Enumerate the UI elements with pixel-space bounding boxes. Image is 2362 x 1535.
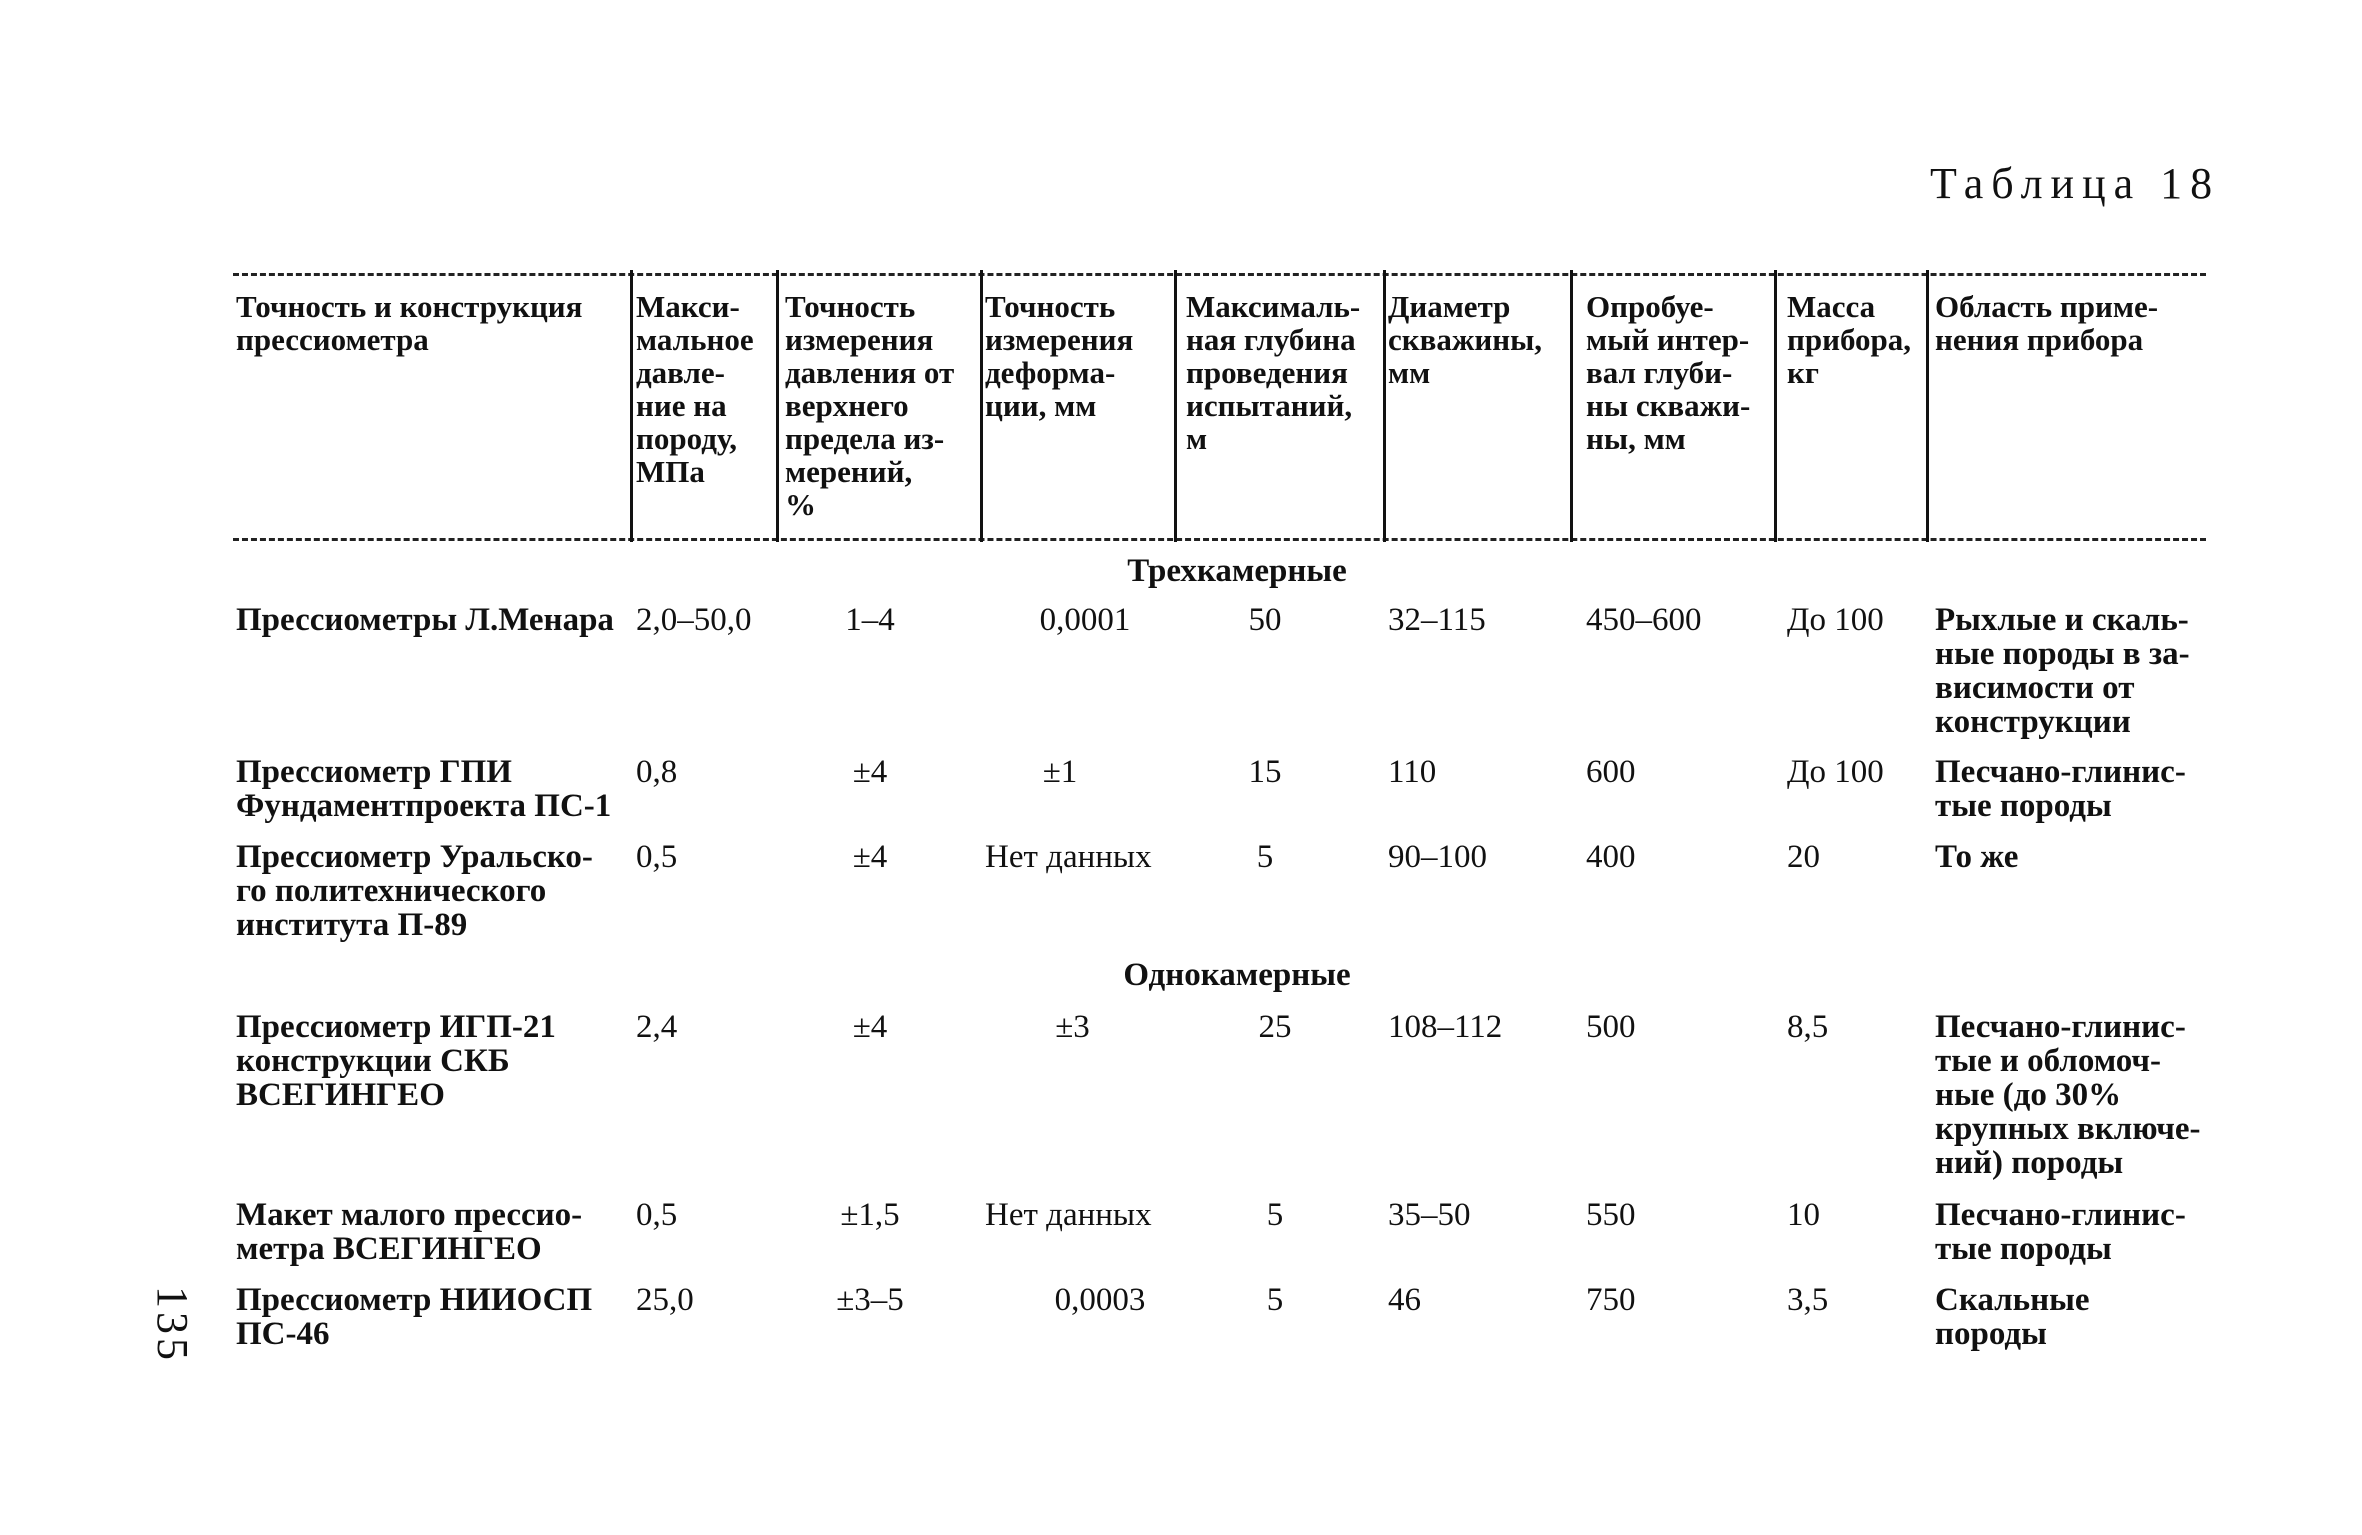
- section-title-single-chamber: Однокамерные: [1123, 957, 1351, 993]
- table-cell-pressure-accuracy: 1–4: [845, 602, 895, 638]
- table-cell-diameter: 90–100: [1388, 839, 1487, 875]
- header-borehole-diameter: Диаметр скважины, мм: [1388, 289, 1543, 390]
- table-cell-max-depth: 5: [1266, 1197, 1284, 1233]
- table-cell-deformation-accuracy: 0,0001: [1039, 602, 1131, 638]
- header-pressure-accuracy: Точность измерения давления от верхнего предела из- мерений, %: [785, 289, 955, 522]
- table-cell-mass: 20: [1787, 839, 1820, 875]
- header-tested-interval: Опробуе- мый интер- вал глуби- ны скважи- ны, мм: [1586, 289, 1751, 456]
- table-cell-max-pressure: 25,0: [636, 1282, 694, 1318]
- table-cell-deformation-accuracy: 0,0003: [1054, 1282, 1146, 1318]
- section-title-three-chamber: Трехкамерные: [1127, 553, 1347, 589]
- table-cell-device: Прессиометр НИИОСП ПС-46: [236, 1282, 593, 1352]
- column-divider: [1383, 270, 1386, 542]
- table-cell-diameter: 46: [1388, 1282, 1421, 1318]
- table-cell-max-pressure: 0,5: [636, 1197, 678, 1233]
- table-cell-mass: До 100: [1787, 602, 1884, 638]
- header-top-rule: [233, 273, 2206, 276]
- header-max-depth: Максималь- ная глубина проведения испытаний, м: [1186, 289, 1361, 456]
- table-cell-application: Скальные породы: [1935, 1282, 2090, 1352]
- table-cell-diameter: 32–115: [1388, 602, 1486, 638]
- table-cell-deformation-accuracy: ±3: [1055, 1009, 1090, 1045]
- table-cell-diameter: 35–50: [1388, 1197, 1471, 1233]
- table-cell-application: Песчано-глинис- тые породы: [1935, 1197, 2186, 1267]
- page-number: 135: [148, 1286, 197, 1364]
- header-construction: Точность и конструкция прессиометра: [236, 289, 583, 357]
- header-application: Область приме- нения прибора: [1935, 289, 2159, 357]
- table-cell-mass: 3,5: [1787, 1282, 1829, 1318]
- table-cell-max-pressure: 0,8: [636, 754, 678, 790]
- table-cell-max-pressure: 2,4: [636, 1009, 678, 1045]
- table-cell-pressure-accuracy: ±1,5: [840, 1197, 900, 1233]
- table-cell-mass: До 100: [1787, 754, 1884, 790]
- table-cell-max-depth: 5: [1266, 1282, 1284, 1318]
- table-cell-interval: 750: [1586, 1282, 1636, 1318]
- header-bottom-rule: [233, 538, 2206, 541]
- table-cell-interval: 500: [1586, 1009, 1636, 1045]
- column-divider: [776, 270, 779, 542]
- table-cell-diameter: 108–112: [1388, 1009, 1503, 1045]
- table-cell-max-pressure: 2,0–50,0: [636, 602, 752, 638]
- table-cell-deformation-accuracy: Нет данных: [985, 1197, 1152, 1233]
- table-cell-pressure-accuracy: ±3–5: [836, 1282, 904, 1318]
- table-cell-application: То же: [1935, 839, 2019, 875]
- table-cell-deformation-accuracy: ±1: [1042, 754, 1078, 790]
- table-cell-device: Прессиометр ГПИ Фундаментпроекта ПС-1: [236, 754, 612, 824]
- table-cell-max-depth: 5: [1256, 839, 1274, 875]
- column-divider: [1774, 270, 1777, 542]
- table-cell-max-pressure: 0,5: [636, 839, 678, 875]
- table-cell-diameter: 110: [1388, 754, 1437, 790]
- header-device-mass: Масса прибора, кг: [1787, 289, 1912, 390]
- table-cell-interval: 400: [1586, 839, 1636, 875]
- column-divider: [1570, 270, 1573, 542]
- table-cell-mass: 8,5: [1787, 1009, 1829, 1045]
- table-cell-application: Рыхлые и скаль- ные породы в за- висимости от конструкции: [1935, 602, 2190, 740]
- table-cell-pressure-accuracy: ±4: [852, 1009, 888, 1045]
- table-cell-interval: 450–600: [1586, 602, 1702, 638]
- table-cell-deformation-accuracy: Нет данных: [985, 839, 1152, 875]
- table-cell-application: Песчано-глинис- тые породы: [1935, 754, 2186, 824]
- table-cell-mass: 10: [1787, 1197, 1820, 1233]
- table-cell-device: Прессиометры Л.Менара: [236, 602, 614, 638]
- table-cell-interval: 550: [1586, 1197, 1636, 1233]
- table-cell-pressure-accuracy: ±4: [852, 839, 888, 875]
- table-cell-pressure-accuracy: ±4: [852, 754, 888, 790]
- table-cell-application: Песчано-глинис- тые и обломоч- ные (до 30% крупных включе- ний) породы: [1935, 1009, 2201, 1181]
- column-divider: [1174, 270, 1177, 542]
- header-deformation-accuracy: Точность измерения деформа- ции, мм: [985, 289, 1134, 423]
- column-divider: [1926, 270, 1929, 542]
- table-cell-interval: 600: [1586, 754, 1636, 790]
- table-cell-device: Прессиометр Уральско- го политехнического института П-89: [236, 839, 593, 943]
- table-cell-device: Макет малого прессио- метра ВСЕГИНГЕО: [236, 1197, 583, 1267]
- column-divider: [630, 270, 633, 542]
- table-cell-device: Прессиометр ИГП-21 конструкции СКБ ВСЕГИНГЕО: [236, 1009, 556, 1113]
- column-divider: [980, 270, 983, 542]
- table-caption: Таблица 18: [1930, 159, 2221, 208]
- table-cell-max-depth: 25: [1258, 1009, 1292, 1045]
- header-max-pressure: Макси- мальное давле- ние на породу, МПа: [636, 289, 754, 489]
- table-cell-max-depth: 15: [1248, 754, 1282, 790]
- table-cell-max-depth: 50: [1248, 602, 1282, 638]
